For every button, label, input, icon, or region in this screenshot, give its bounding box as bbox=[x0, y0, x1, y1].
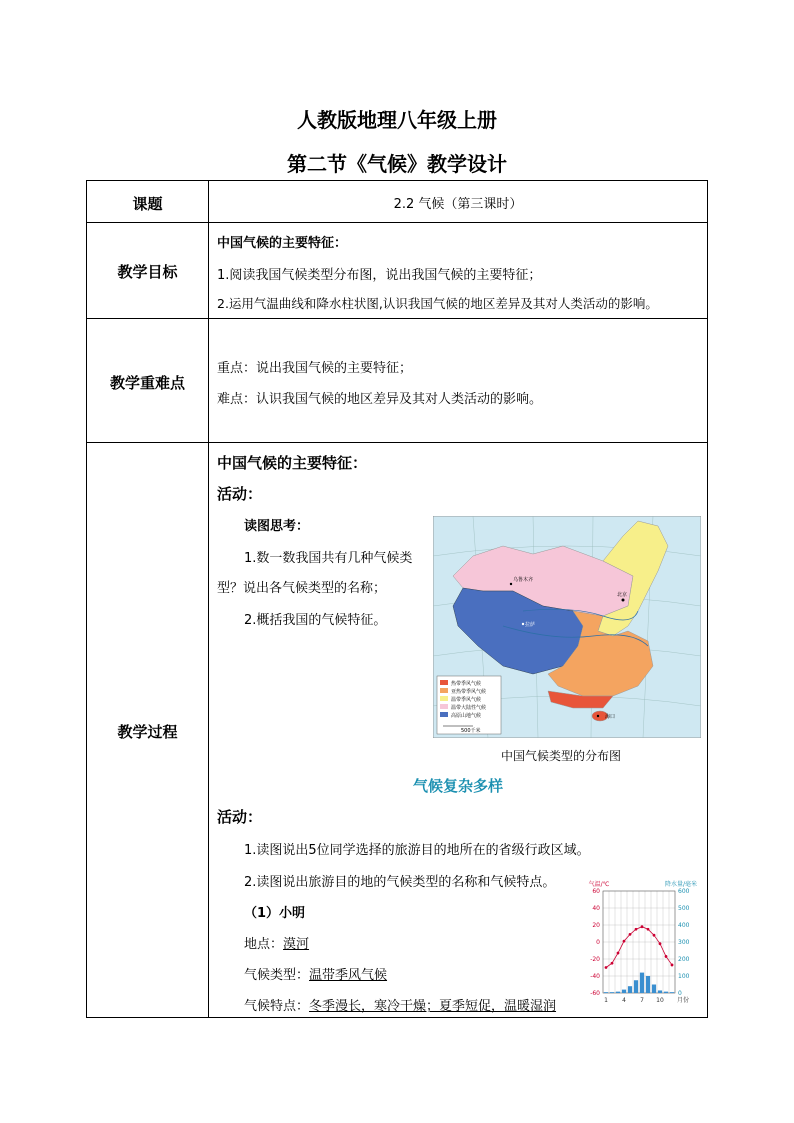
y-tick-label-left: -60 bbox=[590, 990, 600, 997]
type-value: 温带季风气候 bbox=[309, 968, 388, 983]
doc-subtitle: 第二节《气候》教学设计 bbox=[287, 152, 507, 176]
row-label-objectives: 教学目标 bbox=[117, 263, 178, 281]
city-label: 北京 bbox=[617, 592, 628, 598]
precipitation-bar bbox=[616, 992, 620, 993]
map-caption: 中国气候类型的分布图 bbox=[501, 749, 622, 763]
city-label: 海口 bbox=[605, 714, 616, 720]
temperature-point bbox=[623, 940, 626, 943]
legend-entry: 热带季风气候 bbox=[451, 681, 482, 687]
precipitation-bar bbox=[640, 973, 644, 993]
read-map-label: 读图思考： bbox=[244, 519, 310, 534]
activity-item: 2.读图说出旅游目的地的气候类型的名称和气候特点。 bbox=[244, 875, 556, 890]
precipitation-bar bbox=[610, 992, 614, 993]
objective-item: 1.阅读我国气候类型分布图，说出我国气候的主要特征； bbox=[217, 268, 542, 283]
row-divider bbox=[87, 442, 707, 443]
precipitation-bar bbox=[664, 992, 668, 993]
type-label: 气候类型： bbox=[244, 968, 310, 983]
temperature-point bbox=[665, 955, 668, 958]
y-tick-label-right: 200 bbox=[678, 956, 690, 963]
y-tick-label-left: -40 bbox=[590, 973, 600, 980]
y-tick-label-left: 0 bbox=[596, 939, 600, 946]
doc-title: 人教版地理八年级上册 bbox=[297, 108, 497, 132]
y-tick-label-right: 600 bbox=[678, 888, 690, 895]
difficult-point: 难点：认识我国气候的地区差异及其对人类活动的影响。 bbox=[217, 392, 543, 407]
precipitation-bar bbox=[658, 990, 662, 993]
person-name: （1）小明 bbox=[244, 906, 306, 921]
x-axis-unit: 月份 bbox=[677, 997, 690, 1004]
temperature-point bbox=[635, 928, 638, 931]
place-label: 地点： bbox=[244, 937, 284, 952]
temperature-point bbox=[653, 934, 656, 937]
y-axis-title-left: 气温/℃ bbox=[588, 881, 610, 888]
city-label: 拉萨 bbox=[525, 622, 536, 628]
x-tick-label: 4 bbox=[622, 997, 626, 1004]
column-divider bbox=[208, 181, 209, 1017]
y-tick-label-right: 0 bbox=[678, 990, 682, 997]
feature-value: 冬季漫长，寒冷干燥；夏季短促，温暖湿润 bbox=[309, 999, 557, 1014]
y-tick-label-right: 400 bbox=[678, 922, 690, 929]
precipitation-bar bbox=[628, 986, 632, 993]
climate-chart bbox=[575, 877, 705, 1015]
place-value: 漠河 bbox=[283, 937, 310, 952]
activity-label: 活动： bbox=[217, 485, 263, 503]
precipitation-bar bbox=[646, 976, 650, 993]
y-tick-label-left: 20 bbox=[592, 922, 600, 929]
y-tick-label-left: 40 bbox=[592, 905, 600, 912]
question-2: 2.概括我国的气候特征。 bbox=[244, 613, 387, 628]
x-tick-label: 1 bbox=[604, 997, 608, 1004]
legend-entry: 温带季风气候 bbox=[451, 697, 482, 703]
summary-heading: 气候复杂多样 bbox=[413, 777, 504, 795]
temperature-point bbox=[611, 962, 614, 965]
row-label-keypoints: 教学重难点 bbox=[109, 374, 185, 392]
map-scale: 500千米 bbox=[461, 728, 481, 734]
key-point: 重点：说出我国气候的主要特征； bbox=[217, 361, 413, 376]
temperature-point bbox=[641, 925, 644, 928]
precipitation-bar bbox=[670, 992, 674, 993]
topic-value: 2.2 气候（第三课时） bbox=[393, 197, 523, 212]
temperature-point bbox=[659, 942, 662, 945]
row-divider bbox=[87, 222, 707, 223]
china-climate-map bbox=[433, 516, 701, 738]
objective-item: 2.运用气温曲线和降水柱状图,认识我国气候的地区差异及其对人类活动的影响。 bbox=[217, 296, 658, 311]
question-1-cont: 型？说出各气候类型的名称； bbox=[217, 581, 387, 596]
row-divider bbox=[87, 318, 707, 319]
temperature-point bbox=[671, 964, 674, 967]
y-axis-title-right: 降水量/毫米 bbox=[664, 881, 698, 888]
place-row bbox=[244, 933, 309, 952]
feature-row bbox=[244, 995, 556, 1014]
precipitation-bar bbox=[634, 980, 638, 993]
legend-entry: 温带大陆性气候 bbox=[451, 705, 487, 711]
y-tick-label-right: 300 bbox=[678, 939, 690, 946]
process-heading: 中国气候的主要特征： bbox=[217, 454, 368, 472]
row-label-process: 教学过程 bbox=[117, 723, 178, 741]
question-1: 1.数一数我国共有几种气候类 bbox=[244, 551, 413, 566]
precipitation-bar bbox=[604, 992, 608, 993]
precipitation-bar bbox=[622, 990, 626, 993]
precipitation-bar bbox=[652, 985, 656, 994]
y-tick-label-left: 60 bbox=[592, 888, 600, 895]
objectives-heading: 中国气候的主要特征： bbox=[217, 236, 348, 251]
type-row bbox=[244, 964, 387, 983]
y-tick-label-right: 100 bbox=[678, 973, 690, 980]
y-tick-label-right: 500 bbox=[678, 905, 690, 912]
temperature-point bbox=[605, 966, 608, 969]
city-label: 乌鲁木齐 bbox=[513, 577, 534, 583]
temperature-point bbox=[647, 928, 650, 931]
activity-item: 1.读图说出5位同学选择的旅游目的地所在的省级行政区域。 bbox=[244, 843, 590, 858]
lesson-table bbox=[86, 180, 708, 1018]
feature-label: 气候特点： bbox=[244, 999, 310, 1014]
activity-label: 活动： bbox=[217, 808, 263, 826]
temperature-point bbox=[617, 952, 620, 955]
legend-entry: 亚热带季风气候 bbox=[451, 689, 487, 695]
row-label-topic: 课题 bbox=[132, 195, 163, 213]
legend-entry: 高原山地气候 bbox=[451, 713, 482, 719]
x-tick-label: 10 bbox=[656, 997, 664, 1004]
y-tick-label-left: -20 bbox=[590, 956, 600, 963]
x-tick-label: 7 bbox=[640, 997, 644, 1004]
temperature-point bbox=[629, 933, 632, 936]
